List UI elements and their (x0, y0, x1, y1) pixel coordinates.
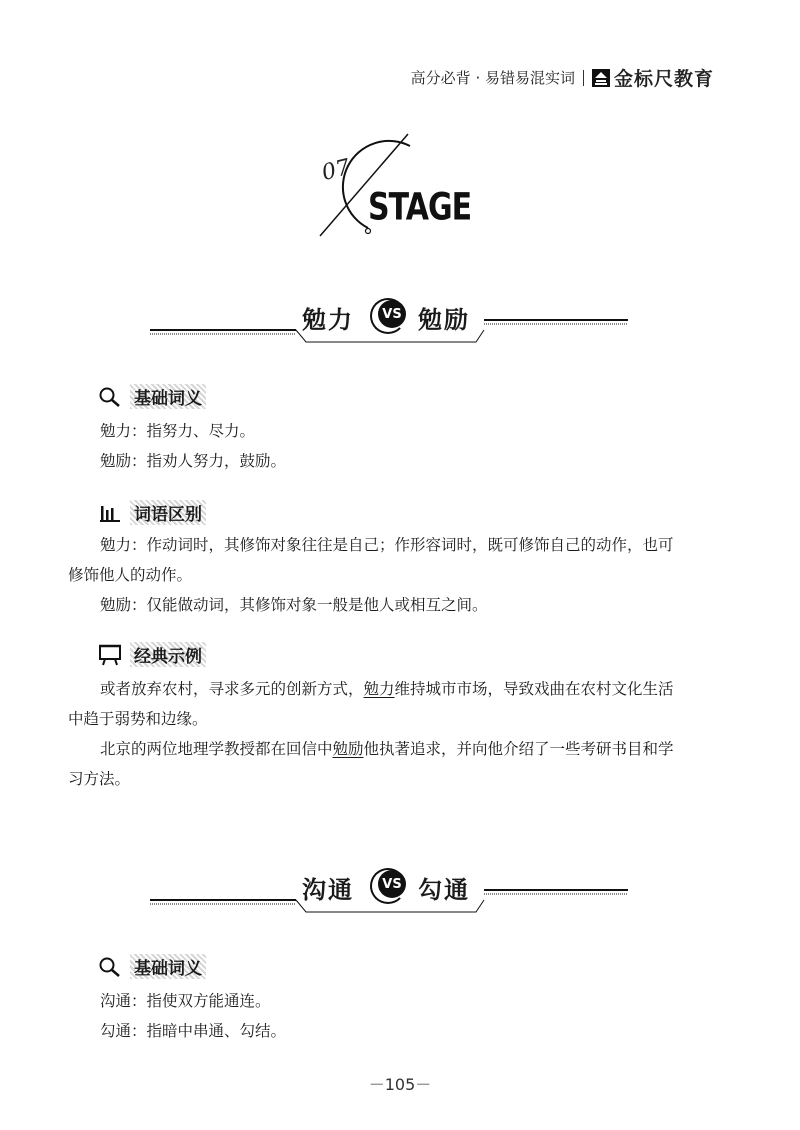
running-header (411, 64, 714, 91)
example-text-part: 他执著追求，并向他介绍了一些考研书目和学 (363, 740, 674, 758)
vs-label: VS (378, 870, 406, 898)
subheading-basic-meaning (98, 954, 206, 979)
page-number: －105－ (368, 1075, 432, 1094)
presentation-board-icon (98, 644, 122, 666)
difference-text (68, 530, 708, 620)
section-banner (150, 866, 630, 916)
subheading-label: 词语区别 (130, 500, 206, 525)
example-line: 中趋于弱势和边缘。 (68, 710, 208, 728)
example-line (68, 734, 708, 764)
term-left: 勉力 (302, 305, 354, 334)
vs-badge (370, 868, 410, 900)
paragraph-line: 勉励：仅能做动词，其修饰对象一般是他人或相互之间。 (100, 596, 488, 614)
example-line (68, 674, 708, 704)
subheading-difference (98, 500, 206, 525)
subheading-label: 基础词义 (130, 384, 206, 409)
magnifier-icon (98, 386, 122, 408)
brand-logo (592, 64, 714, 91)
definition-item: 勉力：指努力、尽力。 (100, 422, 256, 440)
brand-name: 金标尺教育 (613, 68, 714, 90)
magnifier-icon (98, 956, 122, 978)
header-divider (583, 70, 584, 86)
example-line: 习方法。 (68, 770, 131, 788)
subheading-label: 经典示例 (130, 642, 206, 667)
subheading-basic-meaning (98, 384, 206, 409)
stage-emblem (310, 130, 470, 240)
example-text-part: 或者放弃农村，寻求多元的创新方式， (100, 680, 364, 698)
definition-item: 勾通：指暗中串通、勾结。 (100, 1022, 287, 1040)
example-keyword: 勉励 (332, 740, 364, 758)
bar-chart-icon (98, 502, 122, 524)
example-keyword: 勉力 (363, 680, 395, 698)
definition-item: 沟通：指使双方能通连。 (100, 992, 271, 1010)
definition-list (68, 416, 708, 476)
definition-list (68, 986, 708, 1046)
subheading-examples (98, 642, 206, 667)
term-left: 沟通 (302, 875, 354, 904)
subheading-label: 基础词义 (130, 954, 206, 979)
example-text-part: 北京的两位地理学教授都在回信中 (100, 740, 333, 758)
term-right: 勉励 (418, 305, 470, 334)
paragraph-line: 勉力：作动词时，其修饰对象往往是自己；作形容词时，既可修饰自己的动作，也可 (100, 536, 674, 554)
vs-label: VS (378, 300, 406, 328)
example-text (68, 674, 708, 794)
stage-number: 07 (319, 154, 353, 187)
paragraph-line: 修饰他人的动作。 (68, 566, 193, 584)
definition-item: 勉励：指劝人努力，鼓励。 (100, 452, 287, 470)
vs-badge (370, 298, 410, 330)
term-right: 勾通 (418, 875, 470, 904)
example-text-part: 维持城市市场，导致戏曲在农村文化生活 (394, 680, 674, 698)
stage-label: STAGE (368, 185, 472, 230)
header-title: 高分必背 · 易错易混实词 (410, 69, 575, 87)
section-banner (150, 296, 630, 346)
brand-icon (592, 69, 610, 87)
